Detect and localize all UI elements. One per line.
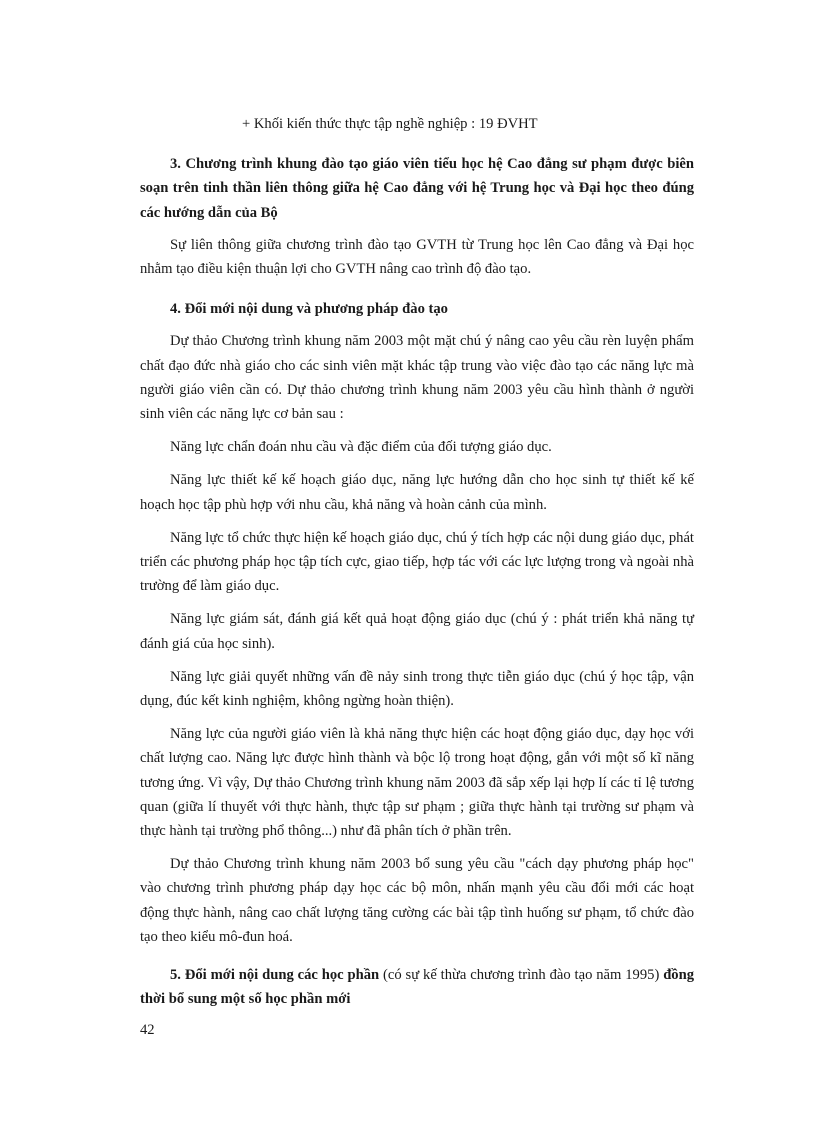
- paragraph: Năng lực chẩn đoán nhu cầu và đặc điểm của đối tượng giáo dục.: [170, 439, 552, 456]
- paragraph: Năng lực giám sát, đánh giá kết quả hoạt động giáo dục (chú ý : phát triển khả năng tự đánh giá của học sinh).: [140, 611, 694, 652]
- paragraph: Dự thảo Chương trình khung năm 2003 một mặt chú ý nâng cao yêu cầu rèn luyện phẩm chất đạo đức nhà giáo cho các sinh viên mặt khác tập trung vào việc đào tạo các năng lực mà người giáo viên cần có. Dự thảo chương trình khung năm 2003 yêu cầu hình thành ở người sinh viên các năng lực cơ bản sau :: [140, 333, 694, 423]
- heading-5-bold-continuation: đồng thời bổ sung một số học phần mới: [140, 967, 695, 1008]
- paragraph: Năng lực tổ chức thực hiện kế hoạch giáo dục, chú ý tích hợp các nội dung giáo dục, phát triển các phương pháp học tập tích cực, giao tiếp, hợp tác với các lực lượng trong và ngoài nhà trường để làm giáo dục.: [140, 529, 694, 595]
- credit-line: + Khối kiến thức thực tập nghề nghiệp : 19 ĐVHT: [242, 116, 538, 132]
- document-page: [140, 112, 694, 1012]
- section-heading-3: 3. Chương trình khung đào tạo giáo viên tiểu học hệ Cao đẳng sư phạm được biên soạn trên tinh thần liên thông giữa hệ Cao đẳng với hệ Trung học và Đại học theo đúng các hướng dẫn của Bộ: [140, 156, 694, 221]
- paragraph: Dự thảo Chương trình khung năm 2003 bổ sung yêu cầu "cách dạy phương pháp học" vào chương trình phương pháp dạy học các bộ môn, nhấn mạnh yêu cầu đổi mới các hoạt động thực hành, nâng cao chất lượng tăng cường các bài tập tình huống sư phạm, tổ chức đào tạo theo kiểu mô-đun hoá.: [140, 856, 694, 945]
- section-heading-5: [140, 963, 694, 1011]
- page-number: 42: [140, 1022, 155, 1038]
- paragraph: Năng lực của người giáo viên là khả năng thực hiện các hoạt động giáo dục, dạy học với chất lượng cao. Năng lực được hình thành và bộc lộ trong hoạt động, gắn với một số kĩ năng tương ứng. Vì vậy, Dự thảo Chương trình khung năm 2003 đã sắp xếp lại hợp lí các tỉ lệ tương quan (giữa lí thuyết với thực hành, thực tập sư phạm ; giữa thực hành tại trường sư phạm và thực hành tại trường phổ thông...) như đã phân tích ở phần trên.: [140, 726, 694, 840]
- paragraph: Năng lực giải quyết những vấn đề nảy sinh trong thực tiễn giáo dục (chú ý học tập, vận dụng, đúc kết kinh nghiệm, không ngừng hoàn thiện).: [140, 668, 694, 710]
- paragraph: Sự liên thông giữa chương trình đào tạo GVTH từ Trung học lên Cao đẳng và Đại học nhằm tạo điều kiện thuận lợi cho GVTH nâng cao trình độ đào tạo.: [140, 236, 694, 278]
- section-heading-4: 4. Đổi mới nội dung và phương pháp đào tạo: [170, 301, 448, 318]
- paragraph: Năng lực thiết kế kế hoạch giáo dục, năng lực hướng dẫn cho học sinh tự thiết kế kế hoạch học tập phù hợp với nhu cầu, khả năng và hoàn cảnh của mình.: [140, 472, 694, 513]
- heading-5-note: (có sự kế thừa chương trình đào tạo năm 1995): [379, 967, 664, 984]
- heading-5-bold-part: 5. Đổi mới nội dung các học phần: [170, 967, 380, 984]
